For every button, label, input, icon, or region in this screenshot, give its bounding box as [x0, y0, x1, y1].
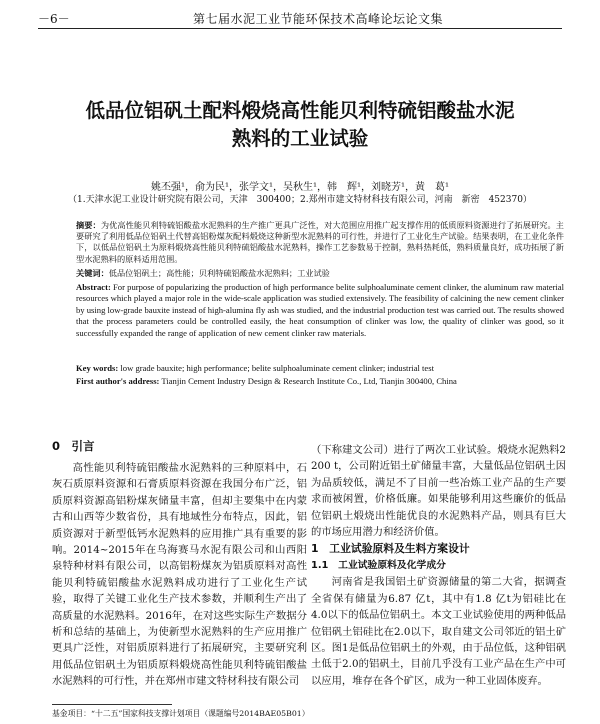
authors: 姚丕强¹，俞为民¹，张学文¹，吴秋生¹，韩 辉¹，刘晓芳¹，黄 葛¹	[150, 182, 450, 193]
affiliation: （1.天津水泥工业设计研究院有限公司，天津 300400；2.郑州市建文特材科技有限公司，河南 新密 452370）	[68, 195, 532, 205]
cn-abstract-label: 摘要：	[76, 220, 101, 230]
section-1-1-heading: 1.1 工业试验原料及化学成分	[311, 560, 446, 572]
left-column	[52, 460, 307, 690]
en-abstract-label: Abstract:	[76, 282, 111, 292]
en-abstract	[76, 282, 564, 339]
section-1-1-paragraph: 河南省是我国铝土矿资源储量的第二大省，据调查全省保有储量为6.87 亿t，其中有1.8 亿t为铝硅比在4.0以下的低品位铝矾土。本文工业试验使用的两种低品位铝矾土铝硅比在2.0以下，取自建文公司邻近的铝土矿区。图1是低品位铝矾土的外观，由于品位低，这种铝矾土低于2.0的铝矾土，目前几乎没有工业产品在生产中可以应用，堆存在各个矿区，成为一种工业固体废弃。	[311, 576, 566, 687]
intro-continuation: （下称建文公司）进行了两次工业试验。煅烧水泥熟料2 200 t，公司附近铝土矿储量丰富，大量低品位铝矾土因为品质较低，满足不了目前一些冶炼工业产品的生产要求而被闲置，价格低廉。如果能够利用这些廉价的低品位铝矾土煅烧出性能优良的水泥熟料产品，则具有巨大的市场应用潜力和经济价值。	[311, 444, 566, 539]
en-keywords-label: Key words:	[76, 363, 119, 373]
cn-abstract-text: 为优高性能贝利特硫铝酸盐水泥熟料的生产推广更具广泛性，对大范围应用推广起支撑作用的低质原料资源进行了拓展研究。主要研究了利用低品位铝矾土代替高铝粉煤灰配料煅烧这种新型水泥熟料的可行性，并进行了工业化生产试验。结果表明，在工业化条件下，以低品位铝矾土为原料煅烧高性能贝利特硫铝酸盐水泥熟料，操作工艺参数易于控制，熟料热耗低，熟料质量良好，成功拓展了新型水泥熟料的原料适用范围。	[76, 220, 564, 264]
cn-keywords	[76, 268, 564, 279]
en-address	[76, 376, 564, 387]
running-header	[38, 6, 562, 29]
cn-keywords-text: 低品位铝矾土；高性能；贝利特硫铝酸盐水泥熟料；工业试验	[108, 268, 330, 278]
paper-title	[40, 97, 560, 153]
cn-abstract	[76, 220, 564, 265]
intro-paragraph: 高性能贝利特硫铝酸盐水泥熟料的三种原料中，石灰石质原料资源和石膏质原料资源在我国分布广泛，铝质原料资源高铝粉煤灰储量丰富，但却主要集中在内蒙古和山西等少数省份，具有地域性分布特点，因此，铝质资源对于新型低钙水泥熟料的应用推广具有重要的影响。2014~2015年在乌海赛马水泥有限公司和山西阳泉特种材料有限公司，以高铝粉煤灰为铝质原料对高性能贝利特硫铝酸盐水泥熟料成功进行了工业化生产试验，取得了关键工业化生产技术参数，并顺利生产出了高质量的水泥熟料。2016年，在对这些实际生产数据分析和总结的基础上，为使新型水泥熟料的生产应用推广更具广泛性，对铝质原料进行了拓展研究，主要研究利用低品位铝矾土为铝质原料煅烧高性能贝利特硫铝酸盐水泥熟料的可行性，并在郑州市建文特材科技有限公司	[52, 462, 307, 688]
en-address-text: Tianjin Cement Industry Design & Research Institute Co., Ltd, Tianjin 300400, China	[161, 376, 457, 386]
journal-title: 第七届水泥工业节能环保技术高峰论坛论文集	[193, 12, 444, 26]
footnote-rule	[52, 704, 172, 705]
en-keywords-text: low grade bauxite; high performance; belite sulphoaluminate cement clinker; industrial test	[120, 363, 434, 373]
cn-keywords-label: 关键词：	[76, 268, 109, 278]
title-line-2: 熟料的工业试验	[231, 127, 369, 150]
en-address-label: First author's address:	[76, 376, 160, 386]
page-number: －6－	[38, 12, 70, 26]
funding-footnote: 基金项目：“十二五”国家科技支撑计划项目（课题编号2014BAE05B01）	[52, 709, 310, 718]
section-0-heading: 0 引言	[52, 439, 95, 453]
right-column	[311, 442, 566, 689]
en-abstract-text: For purpose of popularizing the production of high performance belite sulphoaluminate cement clinker, the aluminum raw material resources which played a major role in the wide-scale application was studied extensively. The feasibility of calcining the new cement clinker by using low-grade bauxite instead of high-alumina fly ash was studied, and the industrial production test was carried out. The results showed that the process parameters could be controlled easily, the heat consumption of clinker was low, the quality of clinker was good, so it successfully expanded the range of application of new cement clinker raw materials.	[76, 282, 564, 338]
title-line-1: 低品位铝矾土配料煅烧高性能贝利特硫铝酸盐水泥	[85, 99, 515, 122]
en-keywords	[76, 363, 564, 374]
section-1-heading: 1 工业试验原料及生料方案设计	[311, 542, 470, 556]
